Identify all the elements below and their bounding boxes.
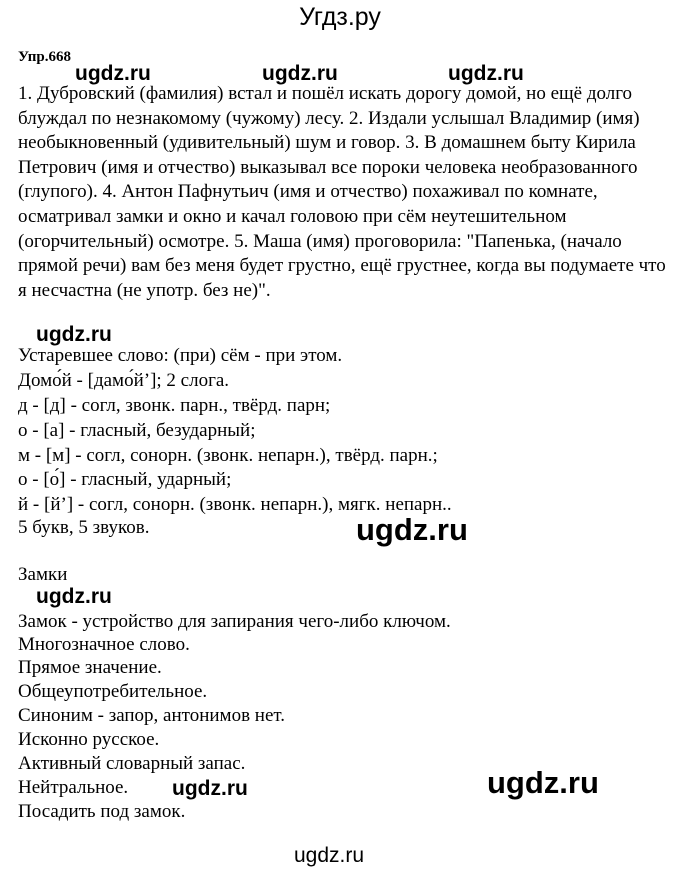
analysis-line: Многозначное слово. xyxy=(18,634,190,655)
analysis-line: Домо́й - [дамо́й’]; 2 слога. xyxy=(18,370,230,391)
analysis-line: д - [д] - согл, звонк. парн., твёрд. парн; xyxy=(18,395,331,416)
analysis-line: Устаревшее слово: (при) сём - при этом. xyxy=(18,345,343,366)
analysis-line: м - [м] - согл, сонорн. (звонк. непарн.), твёрд. парн.; xyxy=(18,445,438,466)
footer-watermark: ugdz.ru xyxy=(294,844,365,867)
watermark: ugdz.ru xyxy=(36,323,112,346)
analysis-line: Замок - устройство для запирания чего-либо ключом. xyxy=(18,611,451,632)
analysis-line: Нейтральное. xyxy=(18,777,129,798)
analysis-line: Активный словарный запас. xyxy=(18,753,246,774)
analysis-line: Посадить под замок. xyxy=(18,801,186,822)
watermark: ugdz.ru xyxy=(36,585,112,608)
analysis-line: о - [о́] - гласный, ударный; xyxy=(18,469,232,490)
watermark: ugdz.ru xyxy=(487,765,599,800)
site-title: Угдз.ру xyxy=(299,3,381,31)
word-heading: Замки xyxy=(18,564,68,585)
exercise-heading: Упр.668 xyxy=(18,49,72,65)
watermark: ugdz.ru xyxy=(75,62,151,85)
watermark: ugdz.ru xyxy=(448,62,524,85)
analysis-line: о - [а] - гласный, безударный; xyxy=(18,420,256,441)
analysis-line: Исконно русское. xyxy=(18,729,160,750)
analysis-line: Прямое значение. xyxy=(18,657,162,678)
analysis-line: й - [й’] - согл, сонорн. (звонк. непарн.), мягк. непарн.. xyxy=(18,494,452,515)
watermark: ugdz.ru xyxy=(262,62,338,85)
watermark: ugdz.ru xyxy=(172,777,248,800)
analysis-line: Синоним - запор, антонимов нет. xyxy=(18,705,286,726)
exercise-text: 1. Дубровский (фамилия) встал и пошёл искать дорогу домой, но ещё долго блуждал по незнакомому (чужому) лесу. 2. Издали услышал Владимир (имя) необыкновенный (удивительный) шум и говор. 3. В домашнем быту Кирила Петрович (имя и отчество) выказывал все пороки человека необразованного (глупого). 4. Антон Пафнутьич (имя и отчество) похаживал по комнате, осматривал замки и окно и качал головою при сём неутешительном (огорчительный) осмотре. 5. Маша (имя) проговорила: "Папенька, (начало прямой речи) вам без меня будет грустно, ещё грустнее, когда вы подумаете что я несчастна (не употр. без не)". xyxy=(18,83,666,301)
analysis-line: Общеупотребительное. xyxy=(18,681,208,702)
watermark: ugdz.ru xyxy=(356,512,468,547)
analysis-summary: 5 букв, 5 звуков. xyxy=(18,517,150,538)
